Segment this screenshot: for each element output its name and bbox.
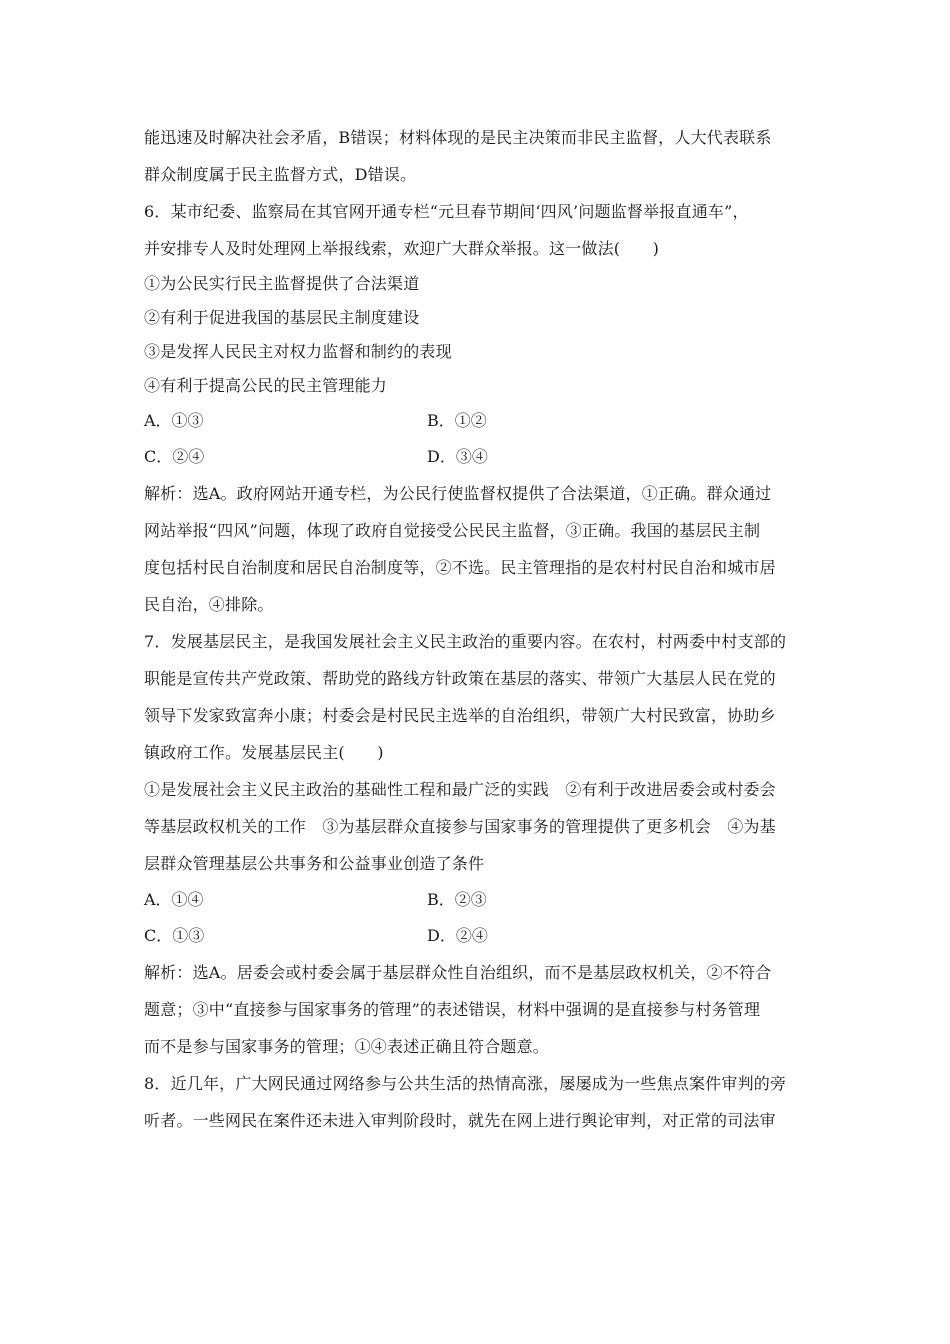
q6-analysis-line: 网站举报“四风”问题，体现了政府自觉接受公民民主监督，③正确。我国的基层民主制 bbox=[144, 521, 761, 540]
q6-analysis-line: 民自治，④排除。 bbox=[144, 595, 274, 614]
q6-item: ④有利于提高公民的民主管理能力 bbox=[144, 376, 388, 395]
q7-stem-line: 镇政府工作。发展基层民主( ) bbox=[144, 743, 384, 762]
q7-analysis-line: 题意；③中“直接参与国家事务的管理”的表述错误，材料中强调的是直接参与村务管理 bbox=[144, 1000, 761, 1019]
q7-option-a: A．①④ bbox=[144, 890, 204, 909]
q6-option-a: A．①③ bbox=[144, 411, 204, 430]
page-content bbox=[144, 119, 810, 1139]
q6-options-row bbox=[144, 439, 810, 475]
q7-items-line: 等基层政权机关的工作 ③为基层群众直接参与国家事务的管理提供了更多机会 ④为基 bbox=[144, 817, 776, 836]
q6-option-c: C．②④ bbox=[144, 447, 205, 466]
q7-options-row bbox=[144, 918, 810, 954]
q6-stem-line: 6．某市纪委、监察局在其官网开通专栏“元旦春节期间‘四风’问题监督举报直通车”， bbox=[144, 202, 749, 221]
continuation-line: 群众制度属于民主监督方式，D错误。 bbox=[144, 165, 417, 184]
q7-analysis-line: 而不是参与国家事务的管理；①④表述正确且符合题意。 bbox=[144, 1037, 550, 1056]
q6-option-d: D．③④ bbox=[427, 447, 488, 466]
q8-stem-line: 8．近几年，广大网民通过网络参与公共生活的热情高涨，屡屡成为一些焦点案件审判的旁 bbox=[144, 1074, 787, 1093]
q7-items-line: ①是发展社会主义民主政治的基础性工程和最广泛的实践 ②有利于改进居委会或村委会 bbox=[144, 780, 776, 799]
continuation-line: 能迅速及时解决社会矛盾，B错误；材料体现的是民主决策而非民主监督，人大代表联系 bbox=[144, 128, 772, 147]
q6-analysis-line: 度包括村民自治制度和居民自治制度等，②不选。民主管理指的是农村村民自治和城市居 bbox=[144, 558, 776, 577]
q7-analysis-line: 解析：选A。居委会或村委会属于基层群众性自治组织，而不是基层政权机关，②不符合 bbox=[144, 963, 772, 982]
q6-option-b: B．①② bbox=[427, 411, 487, 430]
q6-stem-line: 并安排专人及时处理网上举报线索，欢迎广大群众举报。这一做法( ) bbox=[144, 239, 660, 258]
q6-analysis-line: 解析：选A。政府网站开通专栏，为公民行使监督权提供了合法渠道，①正确。群众通过 bbox=[144, 484, 772, 503]
q7-stem-line: 职能是宣传共产党政策、帮助党的路线方针政策在基层的落实、带领广大基层人民在党的 bbox=[144, 669, 776, 688]
q7-options-row bbox=[144, 882, 810, 918]
q7-option-d: D．②④ bbox=[427, 926, 488, 945]
q7-stem-line: 领导下发家致富奔小康；村委会是村民民主选举的自治组织，带领广大村民致富，协助乡 bbox=[144, 706, 776, 725]
q6-item: ②有利于促进我国的基层民主制度建设 bbox=[144, 308, 420, 327]
q6-item: ③是发挥人民民主对权力监督和制约的表现 bbox=[144, 342, 452, 361]
q6-options-row bbox=[144, 403, 810, 439]
q8-stem-line: 听者。一些网民在案件还未进入审判阶段时，就先在网上进行舆论审判，对正常的司法审 bbox=[144, 1111, 776, 1130]
q7-stem-line: 7．发展基层民主，是我国发展社会主义民主政治的重要内容。在农村，村两委中村支部的 bbox=[144, 632, 787, 651]
q6-item: ①为公民实行民主监督提供了合法渠道 bbox=[144, 274, 420, 293]
q7-items-line: 层群众管理基层公共事务和公益事业创造了条件 bbox=[144, 854, 485, 873]
q7-option-b: B．②③ bbox=[427, 890, 487, 909]
q7-option-c: C．①③ bbox=[144, 926, 205, 945]
